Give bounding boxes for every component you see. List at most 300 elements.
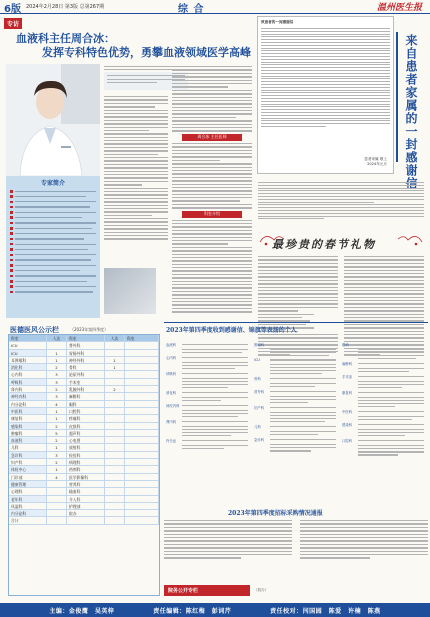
table-cell: 4 [47,401,67,407]
table-cell [125,510,159,516]
table-cell [105,371,125,377]
expert-profile-box [6,176,100,318]
procurement-report [164,518,428,582]
table-cell [105,350,125,356]
honors-row [166,445,248,446]
honors-row [166,419,248,424]
honors-row [342,371,424,372]
honors-row [166,368,248,369]
table-cell: 骨科 [67,364,105,370]
article-subheading-1: 周合冰 主任医师 [182,134,242,141]
table-header-cell: 科室 [9,335,47,341]
special-interview-tag: 专访 [4,18,22,29]
doctor-portrait-illustration [6,64,100,176]
letter-signature-name: 患者家属 敬上 [364,157,387,161]
honors-column-1 [166,340,248,451]
table-cell [105,466,125,472]
table-cell [125,517,159,523]
table-cell [125,444,159,450]
table-cell [47,510,67,516]
table-cell [125,503,159,509]
honors-dept-label: 肿瘤科 [254,342,265,347]
honors-row [254,412,336,413]
table-cell: 肾内科 [9,386,47,392]
table-cell: 心理科 [9,488,47,494]
issue-date: 2024年2月28日 第3版 总第267期 [26,4,105,10]
table-cell: 心电图 [67,437,105,443]
table-row [9,466,159,473]
honors-row [342,352,424,353]
honors-row [166,432,248,433]
table-cell: 药剂科 [67,466,105,472]
table-cell: 放射科 [67,444,105,450]
table-cell [105,342,125,348]
procurement-source-note: （院办） [254,588,269,592]
table-cell: 神经内科 [9,393,47,399]
honors-row [342,374,424,379]
honors-row [254,373,336,374]
table-row [9,437,159,444]
table-header-cell: 科室 [67,335,105,341]
honors-row [166,387,248,388]
footer-proofreader: 责任校对：闫国园 陈爱 许楠 陈燕 [270,607,381,615]
table-row [9,423,159,430]
honors-row [254,399,336,400]
honors-row [342,429,424,430]
ethics-table-subtitle: （2023年第四季度） [70,327,109,332]
table-cell [105,496,125,502]
honors-row [254,434,336,435]
spring-gift-title[interactable]: 最珍贵的春节礼物 [272,238,376,251]
table-cell [105,517,125,523]
honors-dept-label: 儿科 [254,425,261,430]
doctor-portrait-photo [6,64,100,176]
honors-row [342,451,424,452]
honors-row [254,402,336,403]
masthead-logo: 温州医生报 [376,3,422,13]
table-row [9,415,159,422]
honors-row [166,448,248,449]
table-cell: 疼痛科 [67,415,105,421]
table-row [9,510,159,517]
table-cell [47,496,67,502]
table-cell: 1 [47,408,67,414]
table-cell: 2 [47,423,67,429]
table-cell [125,342,159,348]
honors-dept-label: 眼科 [342,342,349,347]
table-cell [105,488,125,494]
honors-row [254,431,336,432]
table-header-cell: 人次 [105,335,125,341]
table-cell [125,371,159,377]
honors-column-2 [254,340,336,453]
honors-dept-label: 消化科 [166,391,177,396]
honors-row [342,355,424,356]
table-cell: 2 [47,459,67,465]
table-cell [47,503,67,509]
honors-dept-label: 骨科 [254,377,261,382]
table-cell: 血液科 [9,437,47,443]
table-row [9,386,159,393]
table-cell: 内分泌科 [9,401,47,407]
honors-row [166,342,248,347]
honors-row [254,355,336,356]
honors-row [166,426,248,427]
honors-row [166,365,248,366]
page-number: 6版 [4,4,21,15]
table-cell: 4 [47,474,67,480]
table-cell: 合计 [9,517,47,523]
profile-title: 专家简介 [40,180,65,187]
honors-dept-label: 肾内科 [166,420,177,425]
table-cell: 中医科 [9,408,47,414]
honors-dept-label: 呼吸科 [166,371,177,376]
table-cell: 1 [47,415,67,421]
table-row [9,379,159,386]
table-cell: 1 [105,357,125,363]
table-cell [125,379,159,385]
honors-dept-label: 急诊科 [254,438,265,443]
table-cell: 体检中心 [9,466,47,472]
table-cell: 介入科 [67,496,105,502]
honors-dept-label: ICU [254,357,260,362]
honors-row [342,432,424,433]
table-cell: 3 [47,393,67,399]
table-cell: 肿瘤科 [9,430,47,436]
table-cell: 检验科 [67,452,105,458]
table-cell [105,423,125,429]
table-row [9,393,159,400]
table-cell: 眼科 [67,401,105,407]
table-row [9,488,159,495]
honors-row [254,444,336,445]
article-subheading-2: 科室介绍 [182,211,242,218]
table-cell: 1 [47,350,67,356]
honors-dept-label: 口腔科 [342,439,353,444]
table-cell: 内分泌科 [9,510,47,516]
letter-title: 致患者的一封感谢信 [261,20,294,24]
letter-signature [364,157,387,167]
table-cell: 1 [47,444,67,450]
honors-row [166,384,248,385]
honors-row [166,435,248,436]
honors-row [254,424,336,429]
table-row [9,452,159,459]
honors-row [342,381,424,382]
table-cell: 乳腺外科 [67,386,105,392]
table-cell [125,401,159,407]
honors-row [342,358,424,359]
honors-row [342,454,424,455]
table-cell: 口腔科 [67,408,105,414]
table-row [9,444,159,451]
honors-row [166,378,248,379]
honors-row [254,389,336,394]
honors-row [342,400,424,401]
honors-dept-label: 心内科 [166,355,177,360]
honors-row [254,450,336,451]
table-cell [105,437,125,443]
table-cell [105,393,125,399]
table-cell [105,474,125,480]
honors-row [254,364,336,365]
table-row [9,401,159,408]
table-row [9,408,159,415]
table-cell [47,342,67,348]
table-cell [125,437,159,443]
article-body-column-2 [172,64,252,315]
table-header-cell: 人次 [47,335,67,341]
table-cell [125,393,159,399]
table-header-cell: 科室 [125,335,159,341]
table-cell: 营养科 [67,481,105,487]
table-cell: 1 [47,357,67,363]
table-row [9,503,159,510]
honors-row [342,422,424,427]
public-affairs-column-tag: 院务公开专栏 [164,585,250,596]
table-cell [67,517,105,523]
table-cell [105,444,125,450]
honors-dept-label: 感染科 [342,423,353,428]
honors-row [254,415,336,416]
honors-row [342,349,424,350]
page-footer [0,603,430,617]
honors-dept-label: 普外科 [254,390,265,395]
honors-row [342,403,424,404]
table-cell: 消化科 [9,364,47,370]
honors-row [166,355,248,360]
procurement-title: 2023年第四季度招标采购情况通报 [228,510,323,517]
honors-row [342,368,424,369]
table-cell: 超声科 [67,430,105,436]
table-cell: 感染科 [9,423,47,429]
honors-row [254,349,336,350]
honors-row [166,400,248,401]
table-cell: 门诊部 [9,474,47,480]
article-headline-line1[interactable]: 血液科主任周合冰： [16,32,115,45]
table-cell [105,481,125,487]
honors-row [342,387,424,388]
honors-dept-label: 康复科 [342,391,353,396]
table-cell: 3 [47,452,67,458]
page-header [0,0,430,14]
table-cell [105,510,125,516]
honors-row [254,342,336,347]
letter-vertical-title[interactable]: 来自患者家属的一封感谢信 [404,34,418,190]
table-cell [105,379,125,385]
table-row [9,496,159,503]
honors-row [166,416,248,417]
table-cell: 康复科 [9,415,47,421]
table-header-row [9,335,159,342]
table-cell [125,430,159,436]
honors-dept-label: 血液科 [166,342,177,347]
table-cell [47,517,67,523]
honors-row [342,342,424,347]
table-cell: 呼吸科 [9,379,47,385]
honors-row [254,421,336,422]
table-cell: 神经外科 [67,357,105,363]
table-row [9,459,159,466]
table-cell: 护理部 [67,503,105,509]
honors-title: 2023年第四季度收到感谢信、锦旗等表扬的个人 [166,327,297,334]
table-cell: 5 [47,430,67,436]
table-cell [125,466,159,472]
table-cell: 1 [105,364,125,370]
section-name: 综 合 [178,4,205,15]
table-cell: 病理科 [67,459,105,465]
table-cell: 风湿科 [9,503,47,509]
honors-row [166,381,248,382]
table-cell [125,364,159,370]
honors-dept-label: 妇产科 [254,406,265,411]
table-cell: 2 [47,437,67,443]
article-headline-line2[interactable]: 发挥专科特色优势，勇攀血液领域医学高峰 [42,46,251,59]
table-row [9,357,159,364]
honors-row [166,410,248,411]
honors-row [254,418,336,419]
table-cell: 普外科 [67,342,105,348]
table-cell [105,452,125,458]
honors-dept-label: 神经内科 [166,404,180,409]
table-cell [105,459,125,465]
honors-row [254,367,336,368]
table-cell: 2 [105,386,125,392]
table-cell [47,488,67,494]
table-row [9,474,159,481]
honors-row [166,438,248,443]
table-cell: 急诊科 [9,452,47,458]
table-cell [125,357,159,363]
honors-row [254,358,336,362]
table-row [9,371,159,378]
table-cell: 院办 [67,510,105,516]
table-cell [125,474,159,480]
honors-dept-label: 中医科 [342,410,353,415]
ethics-table-title: 医德医风公示栏 [10,325,59,334]
honors-row [342,416,424,417]
table-cell: 3 [47,371,67,377]
honors-dept-label: 麻醉科 [342,361,353,366]
table-cell [125,415,159,421]
thank-you-letter-box [257,16,394,174]
honors-row [342,384,424,385]
honors-row [342,409,424,414]
honors-row [166,371,248,376]
table-cell: 泌尿外科 [67,371,105,377]
honors-row [254,383,336,384]
table-cell [105,401,125,407]
honors-row [342,397,424,398]
honors-row [166,352,248,353]
honors-row [254,437,336,442]
honors-row [166,397,248,398]
honors-row [166,362,248,363]
table-row [9,430,159,437]
honors-row [166,403,248,408]
letter-continuation-text [258,180,424,221]
table-cell: 健康管理 [9,481,47,487]
table-cell: 3 [47,379,67,385]
honors-row [342,390,424,395]
table-cell: 麻醉科 [67,393,105,399]
ethics-table-body [9,342,159,524]
honors-row [254,376,336,381]
table-cell [125,350,159,356]
footer-editor: 主编：金俊鹰 吴英梓 [49,607,115,615]
table-cell: 2 [47,386,67,392]
honors-row [342,438,424,443]
honors-row [254,370,336,371]
table-cell: 耳鼻喉科 [9,357,47,363]
honors-top-rule [164,322,428,323]
honors-row [254,447,336,448]
honors-row [254,396,336,397]
honors-row [342,445,424,446]
honors-row [342,435,424,436]
honors-row [254,405,336,410]
table-cell [105,415,125,421]
table-row [9,350,159,357]
table-cell: 老年科 [9,496,47,502]
table-cell: 2 [47,364,67,370]
table-cell [105,503,125,509]
footer-responsible-editor: 责任编辑：陈红梅 彭词芹 [153,607,232,615]
table-cell: ICU [9,350,47,356]
table-cell [125,459,159,465]
honors-row [342,419,424,420]
table-cell [105,408,125,414]
letter-signature-date: 2024年元月 [367,162,387,166]
table-row [9,364,159,371]
table-cell: 儿科 [9,444,47,450]
table-cell: 医学影像科 [67,474,105,480]
table-cell [125,423,159,429]
honors-dept-label: 手术室 [342,374,353,379]
honors-row [166,390,248,395]
table-row [9,481,159,488]
table-cell [125,496,159,502]
table-cell [47,481,67,487]
table-cell [125,488,159,494]
table-cell: ICU [9,342,47,348]
article-inline-photo [104,268,156,314]
honors-dept-label: 内分泌 [166,439,177,444]
table-row [9,517,159,524]
table-cell: 皮肤科 [67,423,105,429]
table-cell [125,408,159,414]
honors-row [254,386,336,387]
table-cell [125,481,159,487]
table-cell: 心内科 [9,371,47,377]
table-cell: 妇产科 [9,459,47,465]
honors-row [254,352,336,353]
table-cell: 输血科 [67,488,105,494]
honors-row [166,349,248,350]
honors-row [342,448,424,449]
table-cell [105,430,125,436]
honors-column-3 [342,340,424,457]
table-cell [125,452,159,458]
honors-row [342,361,424,366]
honors-row [342,406,424,407]
honors-row [166,413,248,414]
table-cell [125,386,159,392]
article-body-column-1 [104,94,168,242]
table-cell: 手术室 [67,379,105,385]
table-cell: 1 [47,466,67,472]
ethics-table [8,334,160,596]
